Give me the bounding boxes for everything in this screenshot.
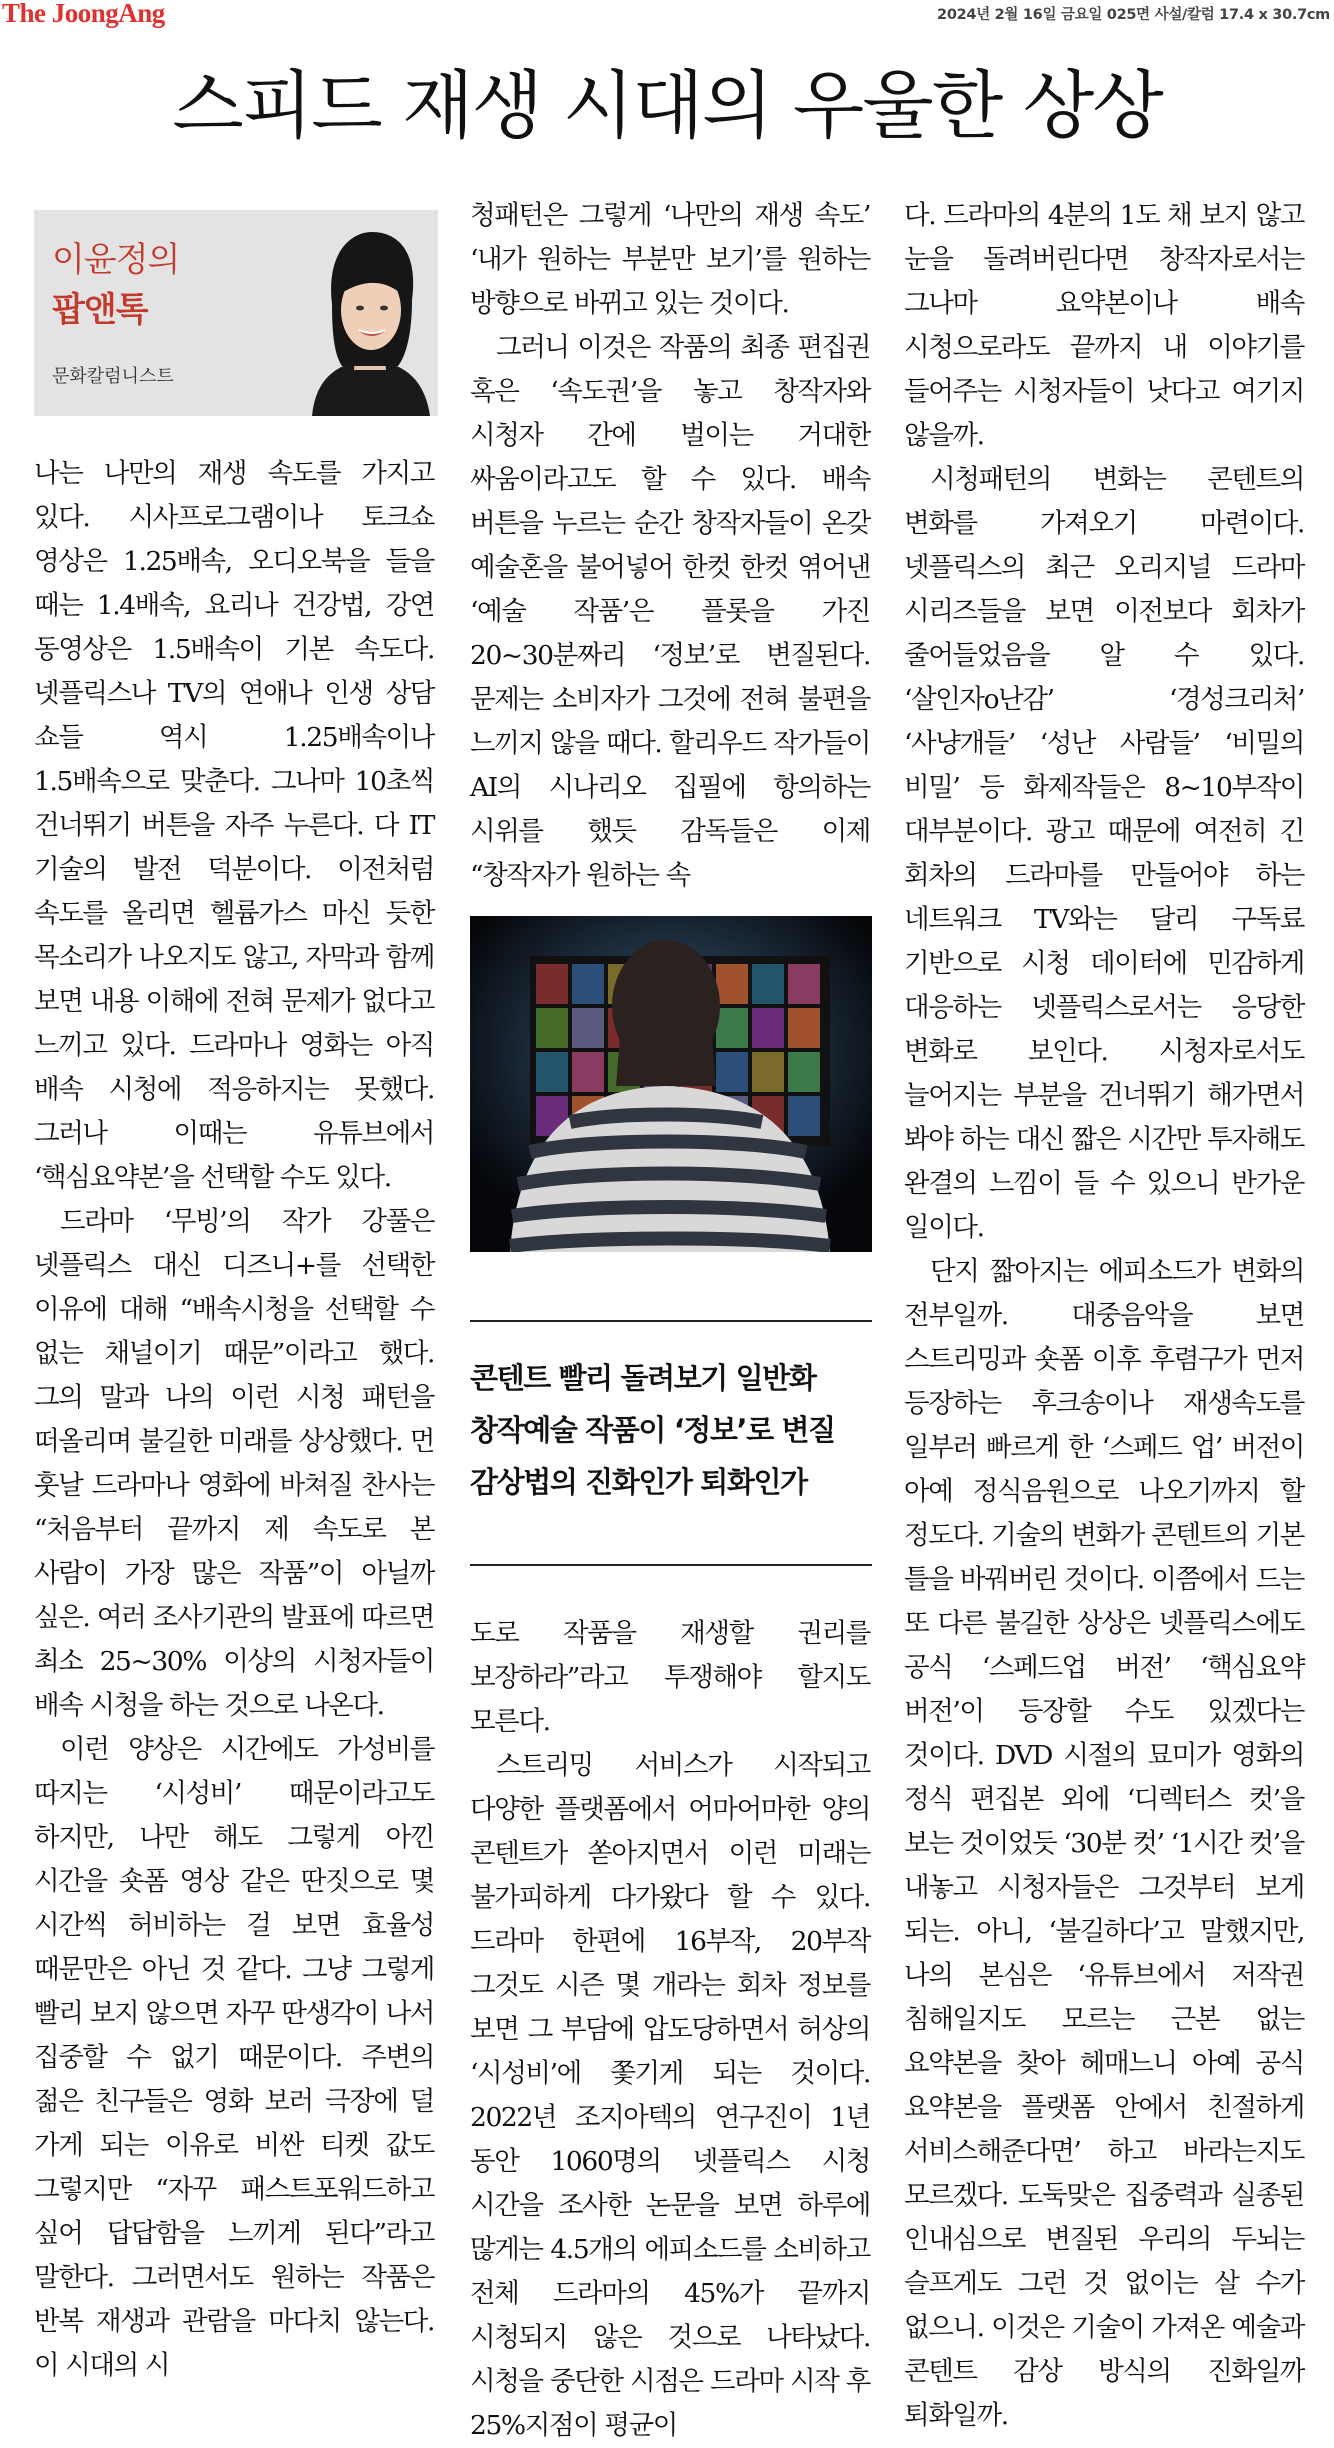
body-paragraph: 도로 작품을 재생할 권리를 보장하라”라고 투쟁해야 할지도 모른다. bbox=[470, 1618, 870, 1737]
article-photo-tv-viewer bbox=[470, 916, 872, 1252]
screen-poster-tile bbox=[572, 1008, 604, 1048]
screen-poster-tile bbox=[788, 1096, 820, 1136]
screen-poster-tile bbox=[752, 1008, 784, 1048]
subheadline-deck bbox=[470, 1352, 872, 1508]
screen-poster-tile bbox=[536, 1008, 568, 1048]
body-paragraph: 스트리밍 서비스가 시작되고 다양한 플랫폼에서 어마어마한 양의 콘텐트가 쏟아지면서 이런 미래는 불가피하게 다가왔다 할 수 있다. 드라마 한편에 16부작, 20부작 그것도 시즌 몇 개라는 회차 정보를 보면 그 부담에 압도당하면서 허상의 ‘시성비’에 쫓기게 되는 것이다. 2022년 조지아텍의 연구진이 1년 동안 1060명의 넷플릭스 시청 시간을 조사한 논문을 보면 하루에 많게는 4.5개의 에피소드를 소비하고 전체 드라마의 45%가 끝까지 시청되지 않은 것으로 나타났다. 시청을 중단한 시점은 드라마 시작 후 25%지점이 평균이 bbox=[470, 1750, 870, 2441]
screen-poster-tile bbox=[752, 1052, 784, 1092]
screen-poster-tile bbox=[536, 1052, 568, 1092]
masthead bbox=[0, 0, 1334, 28]
article-headline: 스피드 재생 시대의 우울한 상상 bbox=[172, 63, 1162, 149]
text-column-3 bbox=[904, 194, 1304, 2438]
text-column-1 bbox=[34, 452, 434, 2388]
screen-poster-tile bbox=[716, 1052, 748, 1092]
columnist-portrait bbox=[302, 224, 438, 416]
text-column-2-bottom bbox=[470, 1612, 870, 2448]
body-paragraph: 청패턴은 그렇게 ‘나만의 재생 속도’ ‘내가 원하는 부분만 보기’를 원하는 방향으로 바뀌고 있는 것이다. bbox=[470, 200, 870, 319]
body-paragraph: 드라마 ‘무빙’의 작가 강풀은 넷플릭스 대신 디즈니+를 선택한 이유에 대해 “배속시청을 선택할 수 없는 채널이기 때문”이라고 했다. 그의 말과 나의 이런 시청 패턴을 떠올리며 불길한 미래를 상상했다. 먼 훗날 드라마나 영화에 바쳐질 찬사는 “처음부터 끝까지 제 속도로 본 사람이 가장 많은 작품”이 아닐까 싶은. 여러 조사기관의 발표에 따르면 최소 25~30% 이상의 시청자들이 배속 시청을 하는 것으로 나온다. bbox=[34, 1206, 434, 1721]
screen-poster-tile bbox=[536, 964, 568, 1004]
screen-poster-tile bbox=[788, 1008, 820, 1048]
text-column-2-top bbox=[470, 194, 870, 898]
column-title: 팝앤톡 bbox=[52, 290, 148, 330]
body-paragraph: 다. 드라마의 4분의 1도 채 보지 않고 눈을 돌려버린다면 창작자로서는 그나마 요약본이나 배속 시청으로라도 끝까지 내 이야기를 들어주는 시청자들이 낫다고 여기지 않을까. bbox=[904, 200, 1304, 451]
deck-line: 창작예술 작품이 ‘정보’로 변질 bbox=[470, 1413, 835, 1447]
deck-bottom-rule bbox=[470, 1564, 872, 1566]
column-byline-box bbox=[34, 210, 438, 416]
body-paragraph: 시청패턴의 변화는 콘텐트의 변화를 가져오기 마련이다. 넷플릭스의 최근 오리지널 드라마 시리즈들을 보면 이전보다 회차가 줄어들었음을 알 수 있다. ‘살인자o난감’ ‘경성크리처’ ‘사냥개들’ ‘성난 사람들’ ‘비밀의 비밀’ 등 화제작들은 8~10부작이 대부분이다. 광고 때문에 여전히 긴 회차의 드라마를 만들어야 하는 네트워크 TV와는 달리 구독료 기반으로 시청 데이터에 민감하게 대응하는 넷플릭스로서는 응당한 변화로 보인다. 시청자로서도 늘어지는 부분을 건너뛰기 해가면서 봐야 하는 대신 짧은 시간만 투자해도 완결의 느낌이 들 수 있으니 반가운 일이다. bbox=[904, 464, 1304, 1243]
screen-poster-tile bbox=[788, 1052, 820, 1092]
deck-top-rule bbox=[470, 1320, 872, 1322]
columnist-name: 이윤정의 bbox=[52, 240, 180, 280]
tv-viewer-illustration bbox=[470, 916, 872, 1252]
body-paragraph: 그러니 이것은 작품의 최종 편집권 혹은 ‘속도권’을 놓고 창작자와 시청자 간에 벌이는 거대한 싸움이라고도 할 수 있다. 배속 버튼을 누르는 순간 창작자들이 온갖 예술혼을 불어넣어 한컷 한컷 엮어낸 ‘예술 작품’은 플롯을 가진 20~30분짜리 ‘정보’로 변질된다. 문제는 소비자가 그것에 전혀 불편을 느끼지 않을 때다. 할리우드 작가들이 AI의 시나리오 집필에 항의하는 시위를 했듯 감독들은 이제 “창작자가 원하는 속 bbox=[470, 332, 870, 891]
body-paragraph: 단지 짧아지는 에피소드가 변화의 전부일까. 대중음악을 보면 스트리밍과 숏폼 이후 후렴구가 먼저 등장하는 후크송이나 재생속도를 일부러 빠르게 한 ‘스페드 업’ 버전이 아예 정식음원으로 나오기까지 할 정도다. 기술의 변화가 콘텐트의 기본 틀을 바꿔버린 것이다. 이쯤에서 드는 또 다른 불길한 상상은 넷플릭스에도 공식 ‘스페드업 버전’ ‘핵심요약 버전’이 등장할 수도 있겠다는 것이다. DVD 시절의 묘미가 영화의 정식 편집본 외에 ‘디렉터스 컷’을 보는 것이었듯 ‘30분 컷’ ‘1시간 컷’을 내놓고 시청자들은 그것부터 보게 되는. 아니, ‘불길하다’고 말했지만, 나의 본심은 ‘유튜브에서 저작권 침해일지도 모르는 근본 없는 요약본을 찾아 헤매느니 아예 공식 요약본을 플랫폼 안에서 친절하게 서비스해준다면’ 하고 바라는지도 모르겠다. 도둑맞은 집중력과 실종된 인내심으로 변질된 우리의 두뇌는 슬프게도 그런 것 없이는 살 수가 없으니. 이것은 기술이 가져온 예술과 콘텐트 감상 방식의 진화일까 퇴화일까. bbox=[904, 1256, 1304, 2431]
body-paragraph: 나는 나만의 재생 속도를 가지고 있다. 시사프로그램이나 토크쇼 영상은 1.25배속, 오디오북을 들을 때는 1.4배속, 요리나 건강법, 강연 동영상은 1.5배속이 기본 속도다. 넷플릭스나 TV의 연애나 인생 상담 쇼들 역시 1.25배속이나 1.5배속으로 맞춘다. 그나마 10초씩 건너뛰기 버튼을 자주 누른다. 다 IT 기술의 발전 덕분이다. 이전처럼 속도를 올리면 헬륨가스 마신 듯한 목소리가 나오지도 않고, 자막과 함께 보면 내용 이해에 전혀 문제가 없다고 느끼고 있다. 드라마나 영화는 아직 배속 시청에 적응하지는 못했다. 그러나 이때는 유튜브에서 ‘핵심요약본’을 선택할 수도 있다. bbox=[34, 458, 434, 1193]
columnist-role: 문화칼럼니스트 bbox=[52, 366, 174, 387]
screen-poster-tile bbox=[572, 964, 604, 1004]
body-paragraph: 이런 양상은 시간에도 가성비를 따지는 ‘시성비’ 때문이라고도 하지만, 나만 해도 그렇게 아낀 시간을 숏폼 영상 같은 딴짓으로 몇 시간씩 허비하는 걸 보면 효율성 때문만은 아닌 것 같다. 그냥 그렇게 빨리 보지 않으면 자꾸 딴생각이 나서 집중할 수 없기 때문이다. 주변의 젊은 친구들은 영화 보러 극장에 덜 가게 되는 이유로 비싼 티켓 값도 그렇지만 “자꾸 패스트포워드하고 싶어 답답함을 느끼게 된다”라고 말한다. 그러면서도 원하는 작품은 반복 재생과 관람을 마다치 않는다. 이 시대의 시 bbox=[34, 1734, 434, 2381]
deck-line: 콘텐트 빨리 돌려보기 일반화 bbox=[470, 1361, 816, 1395]
screen-poster-tile bbox=[716, 964, 748, 1004]
publication-info: 2024년 2월 16일 금요일 025면 사설/칼럼 17.4 x 30.7cm bbox=[937, 7, 1330, 23]
newspaper-logo: The JoongAng bbox=[2, 0, 165, 28]
screen-poster-tile bbox=[752, 964, 784, 1004]
screen-poster-tile bbox=[716, 1008, 748, 1048]
screen-poster-tile bbox=[572, 1052, 604, 1092]
deck-line: 감상법의 진화인가 퇴화인가 bbox=[470, 1465, 807, 1499]
screen-poster-tile bbox=[788, 964, 820, 1004]
